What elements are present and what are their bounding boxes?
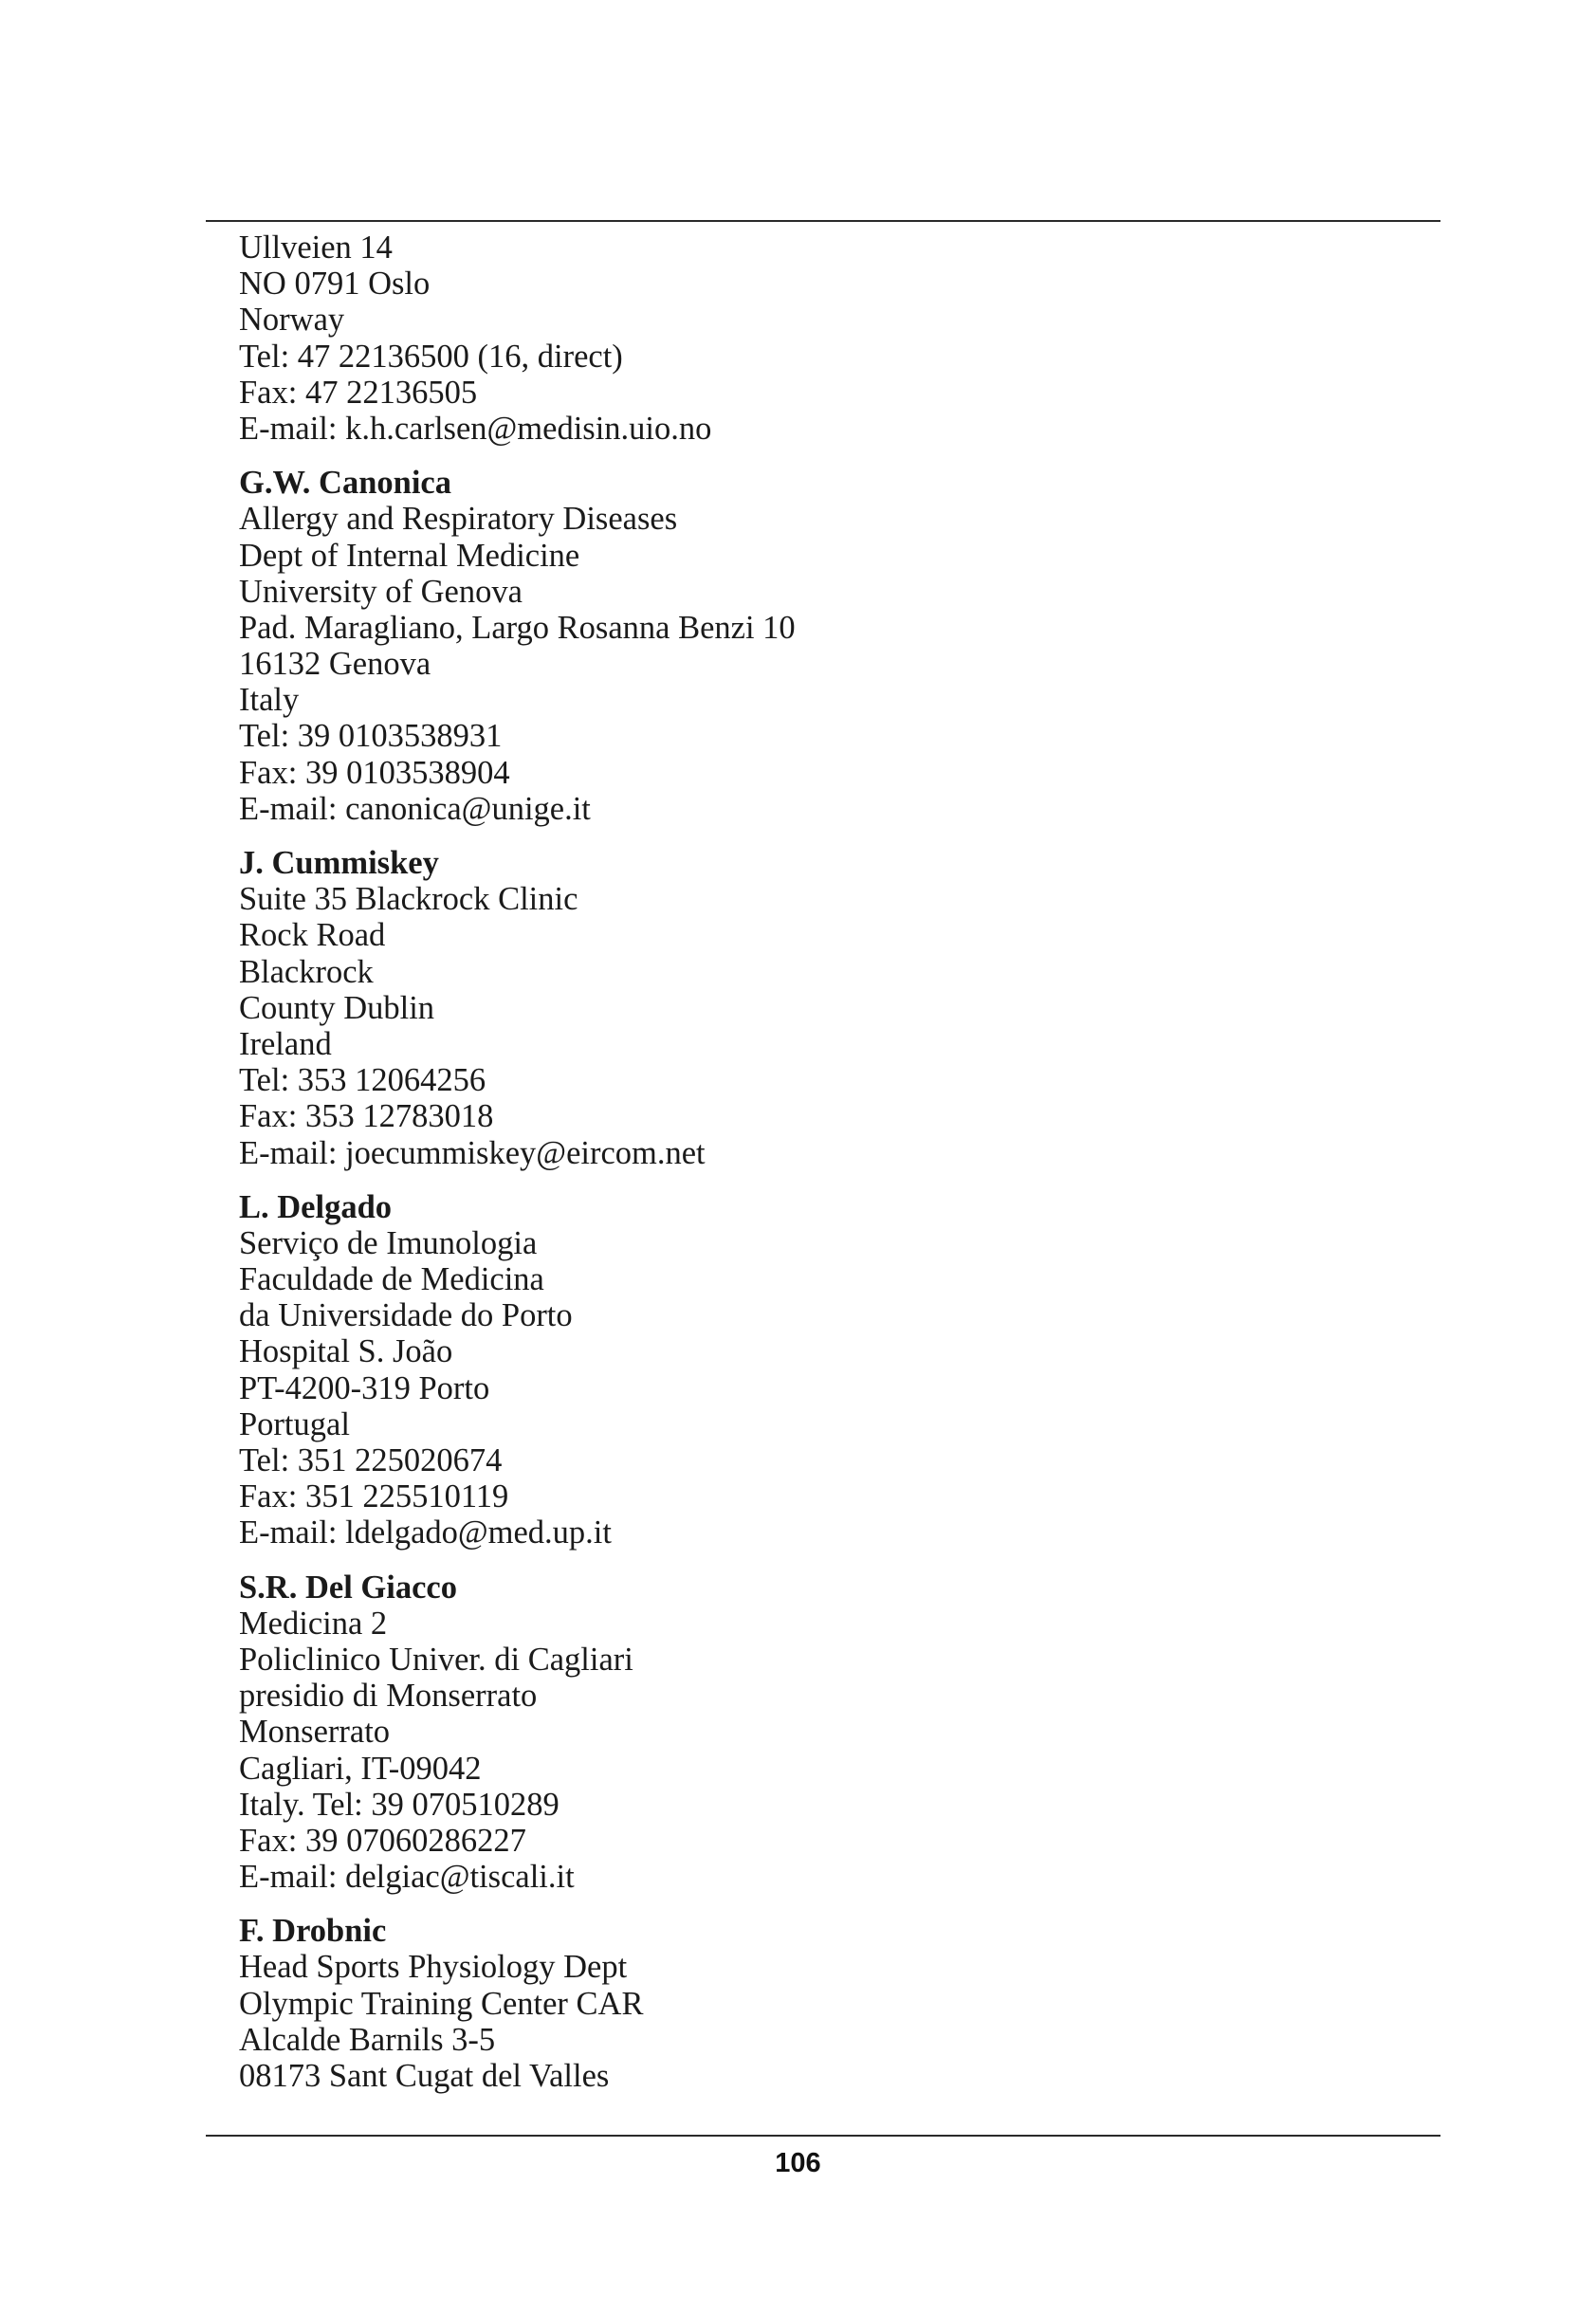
top-rule <box>206 220 1440 222</box>
address-line: Italy <box>239 682 300 719</box>
person-name: S.R. Del Giacco <box>239 1569 457 1606</box>
address-entry <box>239 1913 1377 2094</box>
page-number: 106 <box>775 2148 821 2178</box>
address-line: NO 0791 Oslo <box>239 266 431 303</box>
address-line: Pad. Maragliano, Largo Rosanna Benzi 10 <box>239 609 796 646</box>
address-line: da Universidade do Porto <box>239 1297 573 1334</box>
address-line: Dept of Internal Medicine <box>239 537 580 574</box>
person-name: L. Delgado <box>239 1188 393 1225</box>
address-line: Suite 35 Blackrock Clinic <box>239 881 578 918</box>
address-line: Faculdade de Medicina <box>239 1261 544 1298</box>
address-line: Rock Road <box>239 917 386 954</box>
address-line: 16132 Genova <box>239 646 431 683</box>
address-entry <box>239 229 1377 447</box>
address-line: Blackrock <box>239 953 374 990</box>
email-line: E-mail: delgiac@tiscali.it <box>239 1859 575 1896</box>
fax-line: Fax: 353 12783018 <box>239 1098 494 1135</box>
email-line: E-mail: joecummiskey@eircom.net <box>239 1134 706 1171</box>
fax-line: Fax: 351 225510119 <box>239 1478 509 1515</box>
fax-line: Fax: 39 0103538904 <box>239 754 510 791</box>
address-line: Portugal <box>239 1405 350 1442</box>
address-line: University of Genova <box>239 573 523 610</box>
address-line: Head Sports Physiology Dept <box>239 1949 628 1986</box>
email-line: E-mail: canonica@unige.it <box>239 790 591 827</box>
address-line: Ireland <box>239 1025 332 1062</box>
email-line: E-mail: k.h.carlsen@medisin.uio.no <box>239 410 712 447</box>
address-line: Olympic Training Center CAR <box>239 1985 644 2022</box>
phone-line: Italy. Tel: 39 070510289 <box>239 1786 560 1823</box>
address-entry <box>239 1570 1377 1896</box>
address-entry <box>239 1189 1377 1551</box>
address-list <box>239 229 1377 2112</box>
phone-line: Tel: 351 225020674 <box>239 1442 503 1478</box>
person-name: G.W. Canonica <box>239 465 451 502</box>
address-line: Serviço de Imunologia <box>239 1224 538 1261</box>
address-line: Medicina 2 <box>239 1605 388 1642</box>
phone-line: Tel: 47 22136500 (16, direct) <box>239 338 623 375</box>
fax-line: Fax: 47 22136505 <box>239 374 478 411</box>
address-line: Cagliari, IT-09042 <box>239 1750 482 1787</box>
address-line: Norway <box>239 302 345 339</box>
email-line: E-mail: ldelgado@med.up.it <box>239 1514 612 1551</box>
address-line: Monserrato <box>239 1714 391 1751</box>
address-line: Alcalde Barnils 3-5 <box>239 2021 496 2058</box>
address-line: Policlinico Univer. di Cagliari <box>239 1641 633 1678</box>
address-line: 08173 Sant Cugat del Valles <box>239 2058 610 2094</box>
fax-line: Fax: 39 07060286227 <box>239 1822 526 1859</box>
address-entry <box>239 845 1377 1171</box>
phone-line: Tel: 39 0103538931 <box>239 718 503 755</box>
address-line: presidio di Monserrato <box>239 1678 538 1715</box>
address-line: Hospital S. João <box>239 1333 453 1370</box>
bottom-rule <box>206 2135 1440 2137</box>
address-line: Ullveien 14 <box>239 229 393 266</box>
address-line: Allergy and Respiratory Diseases <box>239 501 678 538</box>
person-name: J. Cummiskey <box>239 845 439 881</box>
address-line: County Dublin <box>239 989 435 1026</box>
phone-line: Tel: 353 12064256 <box>239 1062 486 1099</box>
address-line: PT-4200-319 Porto <box>239 1369 490 1406</box>
address-entry <box>239 465 1377 827</box>
person-name: F. Drobnic <box>239 1913 387 1950</box>
